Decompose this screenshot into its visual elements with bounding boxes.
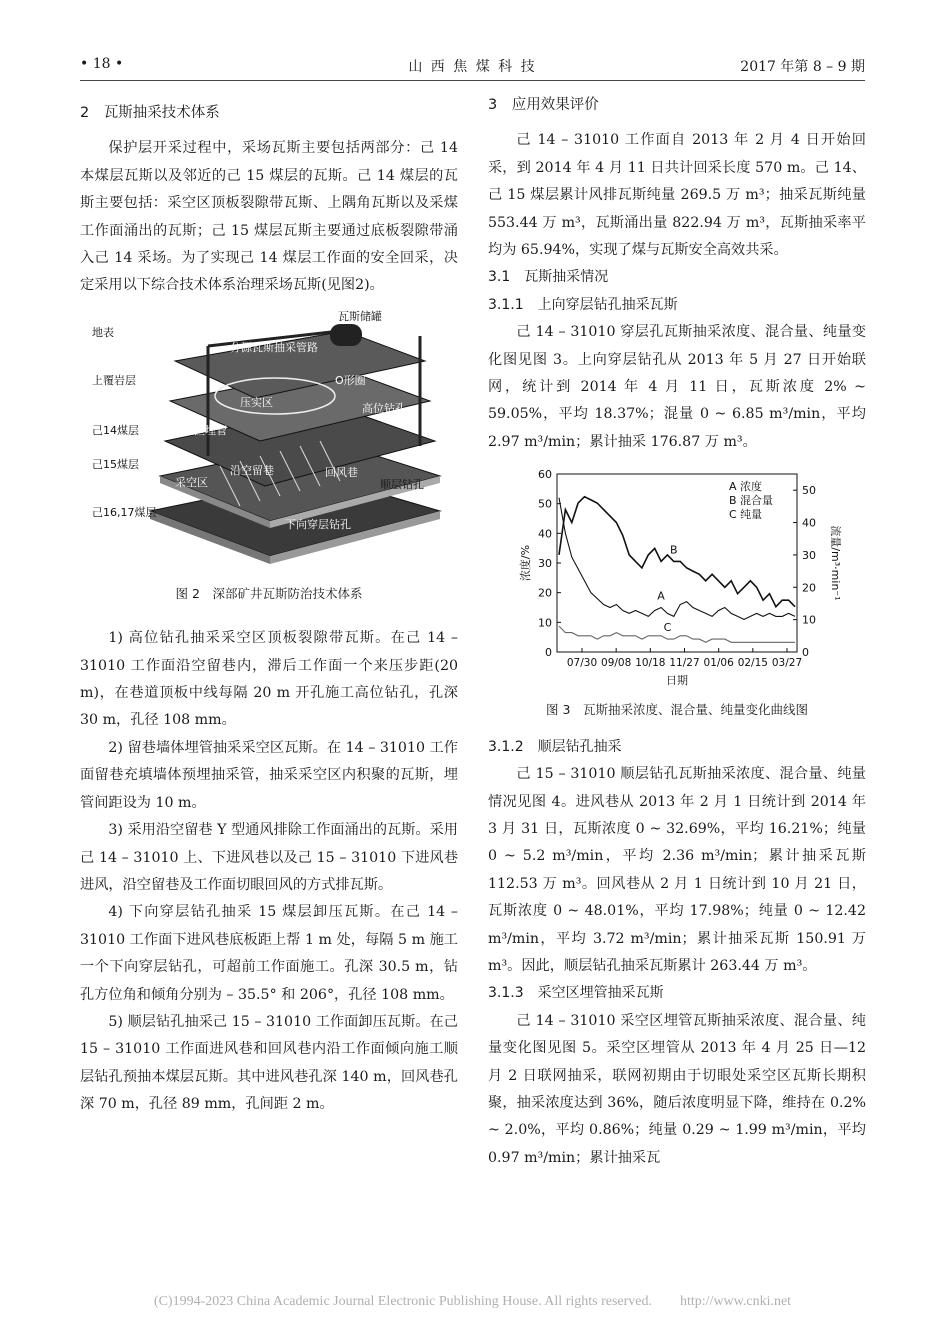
label-goaf-pipe: 采空区埋管 bbox=[172, 423, 227, 437]
issue-number: 2017 年第 8 – 9 期 bbox=[740, 59, 865, 75]
x-tick-label: 07/30 bbox=[566, 657, 598, 670]
list-item: 4) 下向穿层钻孔抽采 15 煤层卸压瓦斯。在己 14 – 31010 工作面下进风巷底板距上帮 1 m 处，每隔 5 m 施工一个下向穿层钻孔，可超前工作面施工。孔深 30.5 m，钻孔方位角和倾角分别为 – 35.5° 和 206°，孔径 108 mm。 bbox=[80, 904, 458, 1003]
figure-3-caption: 图 3 瓦斯抽采浓度、混合量、纯量变化曲线图 bbox=[546, 702, 808, 718]
paragraph: 己 14 – 31010 采空区埋管瓦斯抽采浓度、混合量、纯量变化图见图 5。采空区埋管从 2013 年 4 月 25 日—12 月 2 日联网抽采，联网初期由于切眼处采空区瓦斯长期积聚，抽采浓度达到 36%，随后浓度明显下降，维持在 0.2% ~ 2.0%，平均 0.86%；纯量 0.29 ~ 1.99 m³/min，平均 0.97 m³/min；累计抽采瓦 bbox=[488, 1012, 866, 1166]
page-number: • 18 • bbox=[80, 56, 124, 72]
list-item: 5) 顺层钻孔抽采己 15 – 31010 工作面卸压瓦斯。在己 15 – 31010 工作面进风巷和回风巷内沿工作面倾向施工顺层钻孔预抽本煤层瓦斯。其中进风巷孔深 140 m，回风巷孔深 70 m，孔径 89 mm，孔间距 2 m。 bbox=[80, 1013, 458, 1113]
y-axis-label-right: 流量/m³·min⁻¹ bbox=[829, 525, 842, 601]
legend-entry: B 混合量 bbox=[729, 494, 774, 508]
label-gob-side: 沿空留巷 bbox=[230, 463, 274, 477]
y-axis-label-left: 浓度/% bbox=[519, 545, 532, 582]
list-item: 1) 高位钻孔抽采采空区顶板裂隙带瓦斯。在己 14 – 31010 工作面沿空留巷内，滞后工作面一个来压步距(20 m)，在巷道顶板中线每隔 20 m 开孔施工高位钻孔，孔深 30 m，孔径 108 mm。 bbox=[80, 630, 458, 729]
y-tick-label-left: 60 bbox=[538, 468, 552, 482]
subsection-3-1: 3.1 瓦斯抽采情况 bbox=[488, 269, 609, 286]
y-tick-label-right: 40 bbox=[802, 516, 816, 530]
label-surface: 地表 bbox=[92, 325, 114, 339]
paragraph: 己 14 – 31010 工作面自 2013 年 2 月 4 日开始回采，到 2014 年 4 月 11 日共计回采长度 570 m。己 14、己 15 煤层累计风排瓦斯纯量 269.5 万 m³；抽采瓦斯纯量 553.44 万 m³，瓦斯涌出量 822.94 万 m³，瓦斯抽采率平均为 65.94%，实现了煤与瓦斯安全高效共采。 bbox=[488, 132, 866, 259]
y-tick-label-left: 50 bbox=[538, 497, 552, 511]
label-compaction: 压实区 bbox=[240, 395, 273, 409]
y-tick-label-left: 40 bbox=[538, 527, 552, 541]
y-tick-label-left: 10 bbox=[538, 616, 552, 630]
page-header bbox=[80, 52, 865, 81]
label-goaf: 采空区 bbox=[175, 475, 208, 489]
y-tick-label-left: 0 bbox=[545, 646, 552, 660]
y-tick-label-right: 10 bbox=[802, 613, 816, 627]
label-tank: 瓦斯储罐 bbox=[338, 309, 382, 323]
y-tick-label-right: 0 bbox=[802, 646, 809, 660]
list-item: 2) 留巷墙体埋管抽采采空区瓦斯。在 14 – 31010 工作面留巷充填墙体预埋抽采管，抽采采空区内积聚的瓦斯，埋管间距设为 10 m。 bbox=[80, 739, 458, 811]
figure-3-chart bbox=[507, 462, 847, 692]
figure-2 bbox=[80, 306, 458, 576]
x-tick-label: 11/27 bbox=[669, 657, 700, 670]
legend-entry: C 纯量 bbox=[729, 508, 763, 522]
x-tick-label: 01/06 bbox=[703, 657, 734, 670]
copyright-footer: (C)1994-2023 China Academic Journal Electronic Publishing House. All rights reserved. http://www.cnki.net bbox=[153, 1294, 792, 1309]
paragraph: 保护层开采过程中，采场瓦斯主要包括两部分：己 14 本煤层瓦斯以及邻近的己 15 煤层的瓦斯。己 14 煤层的瓦斯主要包括：采空区顶板裂隙带瓦斯、上隅角瓦斯以及采煤工作面涌出的瓦斯；己 15 煤层瓦斯主要通过底板裂隙带涌入己 14 采场。为了实现己 14 煤层工作面的安全回采，决定采用以下综合技术体系治理采场瓦斯(见图2)。 bbox=[80, 140, 458, 294]
x-tick-label: 02/15 bbox=[737, 657, 768, 670]
figure-2-caption: 图 2 深部矿井瓦斯防治技术体系 bbox=[175, 585, 363, 601]
journal-name: 山 西 焦 煤 科 技 bbox=[408, 59, 537, 75]
legend-entry: A 浓度 bbox=[729, 480, 763, 494]
label-o-ring: O形圈 bbox=[335, 373, 366, 387]
paragraph: 己 14 – 31010 穿层孔瓦斯抽采浓度、混合量、纯量变化图见图 3。上向穿层钻孔从 2013 年 5 月 27 日开始联网，统计到 2014 年 4 月 11 日，瓦斯浓度 2% ~ 59.05%，平均 18.37%；混量 0 ~ 6.85 m³/min，平均 2.97 m³/min；累计抽采 176.87 万 m³。 bbox=[488, 324, 866, 450]
left-column bbox=[80, 92, 458, 1119]
subsection-3-1-3: 3.1.3 采空区埋管抽采瓦斯 bbox=[488, 985, 664, 1002]
series-label-C: C bbox=[663, 621, 672, 635]
label-down-drill: 下向穿层钻孔 bbox=[285, 517, 351, 531]
x-tick-label: 10/18 bbox=[635, 657, 666, 670]
series-label-B: B bbox=[670, 543, 678, 557]
label-bedding-drill: 顺层钻孔 bbox=[380, 477, 424, 491]
right-column bbox=[488, 92, 866, 1172]
label-c15: 己15煤层 bbox=[92, 457, 139, 471]
series-label-A: A bbox=[657, 589, 665, 603]
y-tick-label-left: 30 bbox=[538, 557, 552, 571]
paragraph: 己 15 – 31010 顺层钻孔瓦斯抽采浓度、混合量、纯量情况见图 4。进风巷从 2013 年 2 月 1 日统计到 2014 年 3 月 31 日，瓦斯浓度 0 ~ 32.69%，平均 16.21%；纯量 0 ~ 5.2 m³/min，平均 2.36 m³/min；累计抽采瓦斯 112.53 万 m³。回风巷从 2 月 1 日统计到 10 月 21 日，瓦斯浓度 0 ~ 48.01%，平均 17.98%；纯量 0 ~ 12.42 m³/min，平均 3.72 m³/min；累计抽采瓦斯 150.91 万 m³。因此，顺层钻孔抽采瓦斯累计 263.44 万 m³。 bbox=[488, 766, 866, 974]
x-axis-label: 日期 bbox=[666, 674, 688, 688]
subsection-3-1-2: 3.1.2 顺层钻孔抽采 bbox=[488, 738, 622, 755]
x-tick-label: 09/08 bbox=[601, 657, 632, 670]
y-tick-label-right: 20 bbox=[802, 581, 816, 595]
label-overburden: 上覆岩层 bbox=[92, 373, 136, 387]
section-3-title: 3 应用效果评价 bbox=[488, 97, 599, 113]
list-item: 3) 采用沿空留巷 Y 型通风排除工作面涌出的瓦斯。采用己 14 – 31010 上、下进风巷以及己 15 – 31010 下进风巷进风，沿空留巷及工作面切眼回风的方式排瓦斯。 bbox=[80, 822, 458, 893]
label-c1617: 己16,17煤层 bbox=[92, 505, 157, 519]
label-c14: 己14煤层 bbox=[92, 423, 139, 437]
x-tick-label: 03/27 bbox=[771, 657, 803, 670]
y-tick-label-right: 50 bbox=[802, 484, 816, 498]
y-tick-label-left: 20 bbox=[538, 586, 552, 600]
y-tick-label-right: 30 bbox=[802, 549, 816, 563]
label-pipe: 分源瓦斯抽采管路 bbox=[230, 340, 318, 354]
label-return-air: 回风巷 bbox=[325, 465, 358, 479]
figure-2-diagram bbox=[80, 306, 458, 576]
section-2-title: 2 瓦斯抽采技术体系 bbox=[80, 105, 220, 121]
label-high-drill: 高位钻孔 bbox=[362, 401, 406, 415]
series-line-C bbox=[559, 626, 795, 642]
subsection-3-1-1: 3.1.1 上向穿层钻孔抽采瓦斯 bbox=[488, 296, 678, 313]
